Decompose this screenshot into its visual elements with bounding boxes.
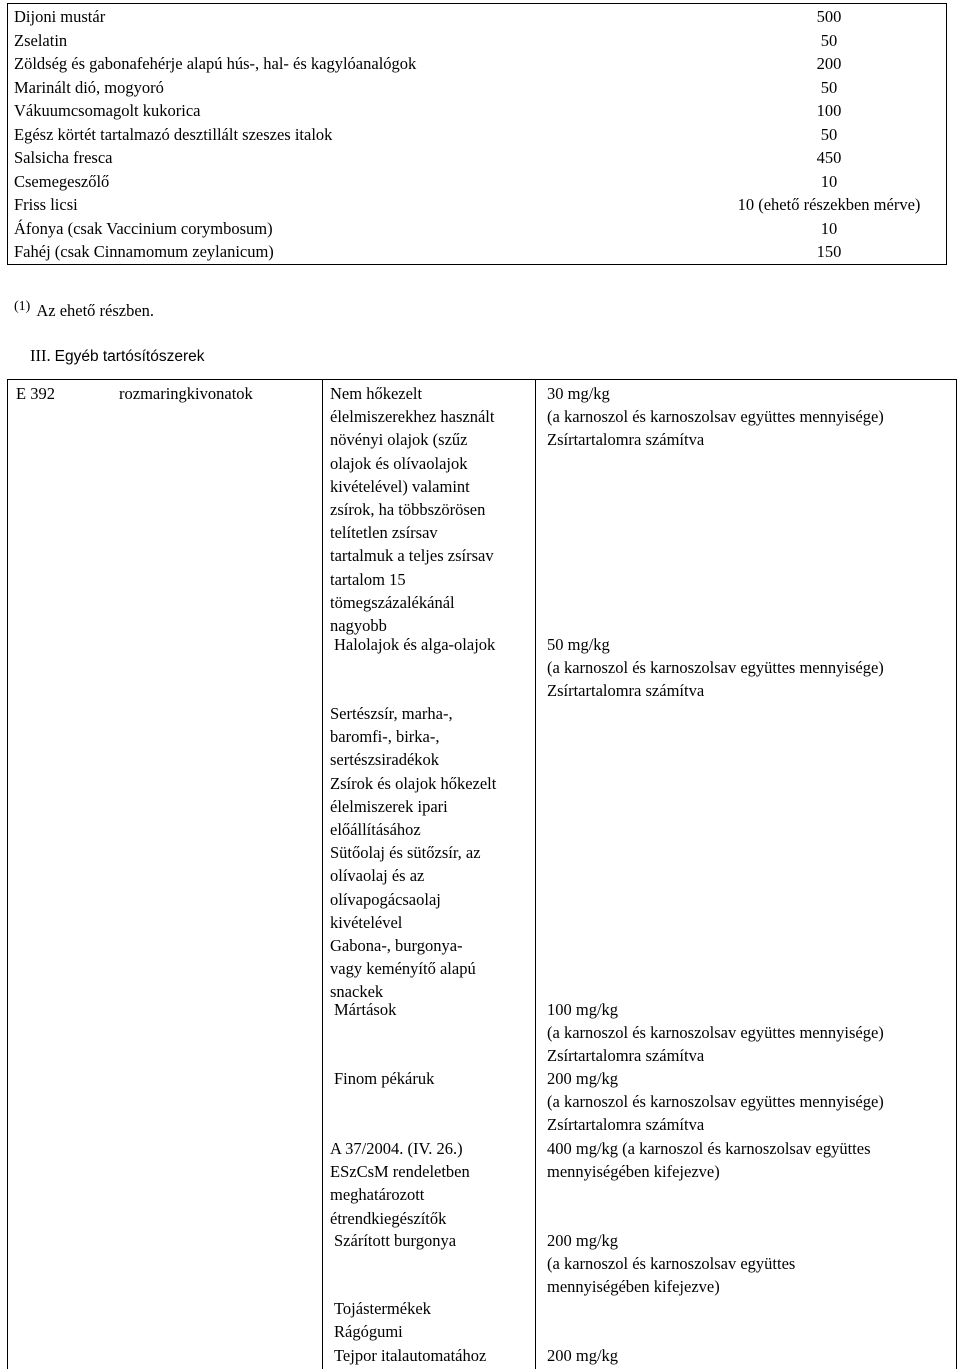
max-limit: 200 mg/kg bbox=[547, 1346, 619, 1365]
table-2-border-left bbox=[7, 379, 8, 1369]
max-limit: 400 mg/kg (a karnoszol és karnoszolsav együttes mennyiségében kifejezve) bbox=[547, 1139, 871, 1182]
table-1-border-left bbox=[7, 3, 8, 265]
table-row bbox=[14, 240, 842, 263]
substance-name: rozmaringkivonatok bbox=[119, 384, 253, 403]
section-title: Egyéb tartósítószerek bbox=[54, 348, 205, 365]
table-1-border-bottom bbox=[7, 264, 947, 265]
max-limit: 30 mg/kg (a karnoszol és karnoszolsav együttes mennyisége) Zsírtartalomra számítva bbox=[547, 384, 884, 450]
max-limit: 150 bbox=[816, 242, 842, 261]
food-category: Sertészsír, marha-, baromfi-, birka-, sertészsiradékok Zsírok és olajok hőkezelt élelmiszerek ipari előállításához Sütőolaj és sütőzsír, az olívaolaj és az olívapogácsaolaj kivételével Gabona-, burgonya- vagy keményítő alapú snackek bbox=[330, 704, 497, 1002]
column-divider bbox=[535, 379, 536, 1369]
max-limit: 200 bbox=[816, 54, 842, 73]
table-row bbox=[14, 146, 842, 169]
section-heading bbox=[30, 344, 205, 368]
table-row bbox=[14, 76, 838, 99]
food-name: Dijoni mustár bbox=[14, 7, 106, 26]
food-category: A 37/2004. (IV. 26.) ESzCsM rendeletben meghatározott étrendkiegészítők bbox=[330, 1139, 470, 1228]
food-name: Csemegeszőlő bbox=[14, 171, 110, 191]
max-limit: 50 bbox=[820, 77, 838, 97]
food-category: Nem hőkezelt élelmiszerekhez használt növényi olajok (szűz olajok és olívaolajok kivételével) valamint zsírok, ha többszörösen telítetlen zsírsav tartalmuk a teljes zsírsav tartalom 15 tömegszázalékánál nagyobb bbox=[330, 384, 495, 636]
max-limit: 50 bbox=[820, 124, 838, 144]
e-number: E 392 bbox=[16, 384, 55, 403]
food-name: Salsicha fresca bbox=[14, 148, 113, 167]
column-divider bbox=[322, 379, 323, 1369]
food-name: Fahéj (csak Cinnamomum zeylanicum) bbox=[14, 242, 274, 261]
table-2-border-top bbox=[7, 379, 957, 380]
food-category: Tejpor italautomatához bbox=[334, 1346, 487, 1365]
table-1-border-top bbox=[7, 3, 947, 4]
food-category: Tojástermékek Rágógumi bbox=[334, 1299, 431, 1342]
food-name: Egész körtét tartalmazó desztillált szeszes italok bbox=[14, 124, 333, 144]
food-category: Szárított burgonya bbox=[334, 1231, 457, 1250]
table-row bbox=[14, 5, 842, 28]
food-name: Friss licsi bbox=[14, 195, 78, 214]
table-row bbox=[14, 52, 842, 75]
max-limit: 200 mg/kg (a karnoszol és karnoszolsav együttes mennyiségében kifejezve) bbox=[547, 1231, 796, 1297]
max-limit: 50 bbox=[820, 30, 838, 50]
food-category: Finom pékáruk bbox=[334, 1069, 435, 1088]
max-limit: 100 bbox=[816, 101, 842, 120]
max-limit: 10 bbox=[820, 218, 838, 238]
food-name: Zöldség és gabonafehérje alapú hús-, hal- és kagylóanalógok bbox=[14, 54, 417, 73]
max-limit: 100 mg/kg (a karnoszol és karnoszolsav együttes mennyisége) Zsírtartalomra számítva bbox=[547, 1000, 884, 1066]
table-row bbox=[14, 170, 838, 193]
max-limit: 10 bbox=[820, 171, 838, 191]
food-name: Zselatin bbox=[14, 30, 68, 50]
footnote-marker: (1) bbox=[14, 299, 31, 314]
footnote bbox=[14, 295, 154, 322]
section-number: III. bbox=[30, 346, 51, 365]
food-name: Marinált dió, mogyoró bbox=[14, 77, 164, 97]
max-limit: 450 bbox=[816, 148, 842, 167]
food-name: Áfonya (csak Vaccinium corymbosum) bbox=[14, 218, 273, 238]
table-row bbox=[14, 123, 838, 146]
food-category: Halolajok és alga-olajok bbox=[334, 635, 496, 654]
max-limit: 50 mg/kg (a karnoszol és karnoszolsav együttes mennyisége) Zsírtartalomra számítva bbox=[547, 635, 884, 701]
table-row bbox=[14, 99, 842, 122]
max-limit: 200 mg/kg (a karnoszol és karnoszolsav együttes mennyisége) Zsírtartalomra számítva bbox=[547, 1069, 884, 1135]
footnote-text: Az ehető részben. bbox=[36, 301, 155, 320]
table-2-border-right bbox=[956, 379, 957, 1369]
food-name: Vákuumcsomagolt kukorica bbox=[14, 101, 201, 120]
table-row bbox=[14, 193, 921, 216]
max-limit: 10 (ehető részekben mérve) bbox=[737, 195, 921, 214]
food-category: Mártások bbox=[334, 1000, 397, 1019]
max-limit: 500 bbox=[816, 7, 842, 26]
table-row bbox=[14, 29, 838, 52]
table-row bbox=[14, 217, 838, 240]
